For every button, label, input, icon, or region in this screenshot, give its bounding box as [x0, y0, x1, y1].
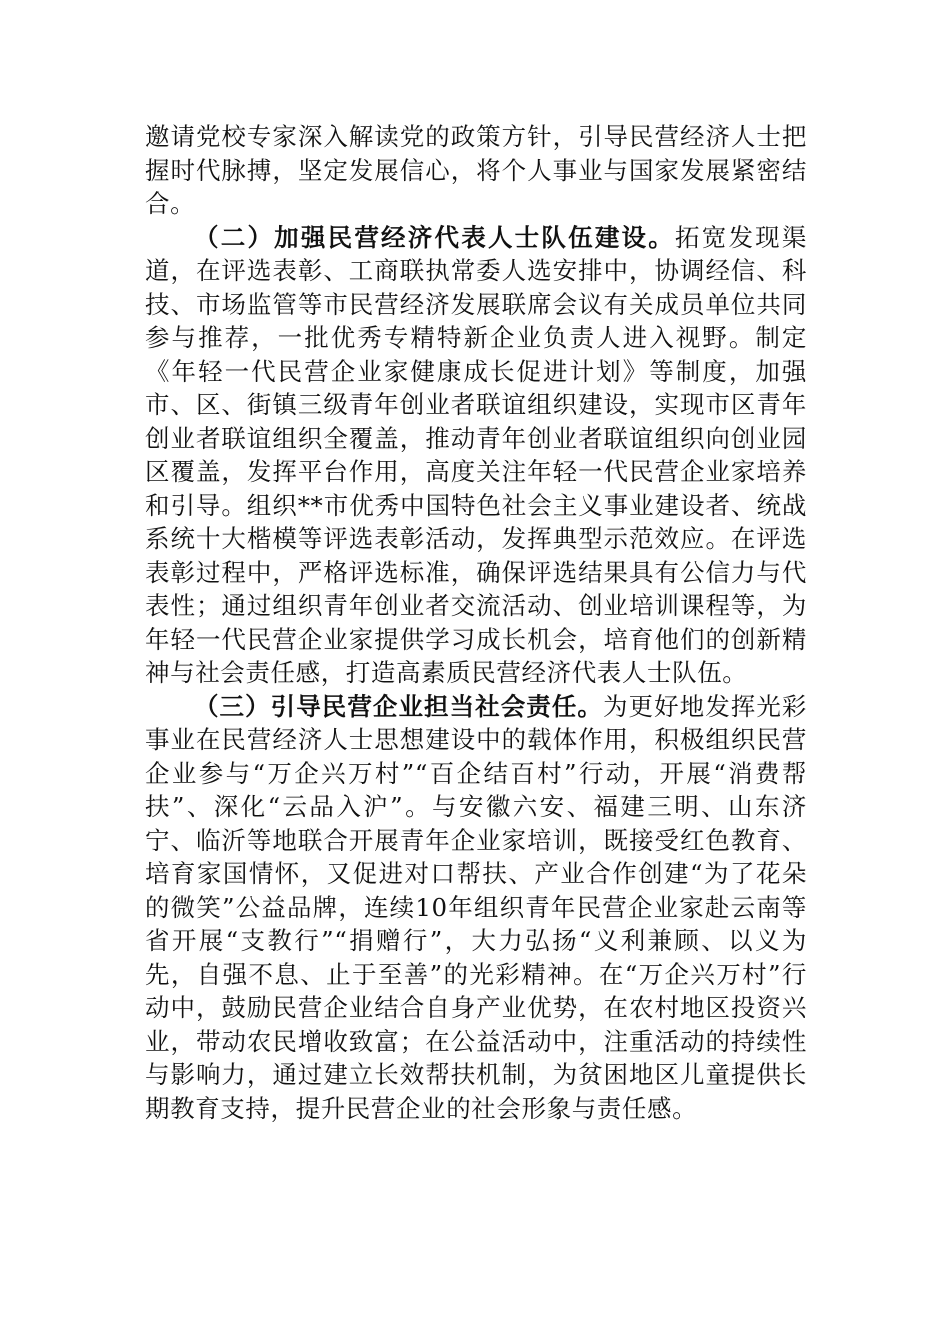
paragraph-body: 为更好地发挥光彩事业在民营经济人士思想建设中的载体作用，积极组织民营企业参与“万企兴万村”“百企结百村”行动，开展“消费帮扶”、深化“云品入沪”。与安徽六安、福建三明、山东济宁、临沂等地联合开展青年企业家培训，既接受红色教育、培育家国情怀，又促进对口帮扶、产业合作创建“为了花朵的微笑”公益品牌，连续10年组织青年民营企业家赴云南等省开展“支教行”“捐赠行”，大力弘扬“义利兼顾、以义为先，自强不息、止于至善”的光彩精神。在“万企兴万村”行动中，鼓励民营企业结合自身产业优势，在农村地区投资兴业，带动农民增收致富；在公益活动中，注重活动的持续性与影响力，通过建立长效帮扶机制，为贫困地区儿童提供长期教育支持，提升民营企业的社会形象与责任感。	[145, 691, 807, 1123]
paragraph-section-three	[145, 690, 807, 1126]
document-page	[145, 120, 807, 1125]
paragraph-continuation	[145, 120, 807, 221]
section-heading: （三）引导民营企业担当社会责任。	[194, 691, 603, 721]
paragraph-body: 拓宽发现渠道，在评选表彰、工商联执常委人选安排中，协调经信、科技、市场监管等市民营经济发展联席会议有关成员单位共同参与推荐，一批优秀专精特新企业负责人进入视野。制定《年轻一代民营企业家健康成长促进计划》等制度，加强市、区、街镇三级青年创业者联谊组织建设，实现市区青年创业者联谊组织全覆盖，推动青年创业者联谊组织向创业园区覆盖，发挥平台作用，高度关注年轻一代民营企业家培养和引导。组织**市优秀中国特色社会主义事业建设者、统战系统十大楷模等评选表彰活动，发挥典型示范效应。在评选表彰过程中，严格评选标准，确保评选结果具有公信力与代表性；通过组织青年创业者交流活动、创业培训课程等，为年轻一代民营企业家提供学习成长机会，培育他们的创新精神与社会责任感，打造高素质民营经济代表人士队伍。	[145, 222, 807, 687]
section-heading: （二）加强民营经济代表人士队伍建设。	[194, 222, 675, 252]
paragraph-section-two	[145, 221, 807, 690]
paragraph-body: 邀请党校专家深入解读党的政策方针，引导民营经济人士把握时代脉搏，坚定发展信心，将个人事业与国家发展紧密结合。	[145, 122, 807, 218]
